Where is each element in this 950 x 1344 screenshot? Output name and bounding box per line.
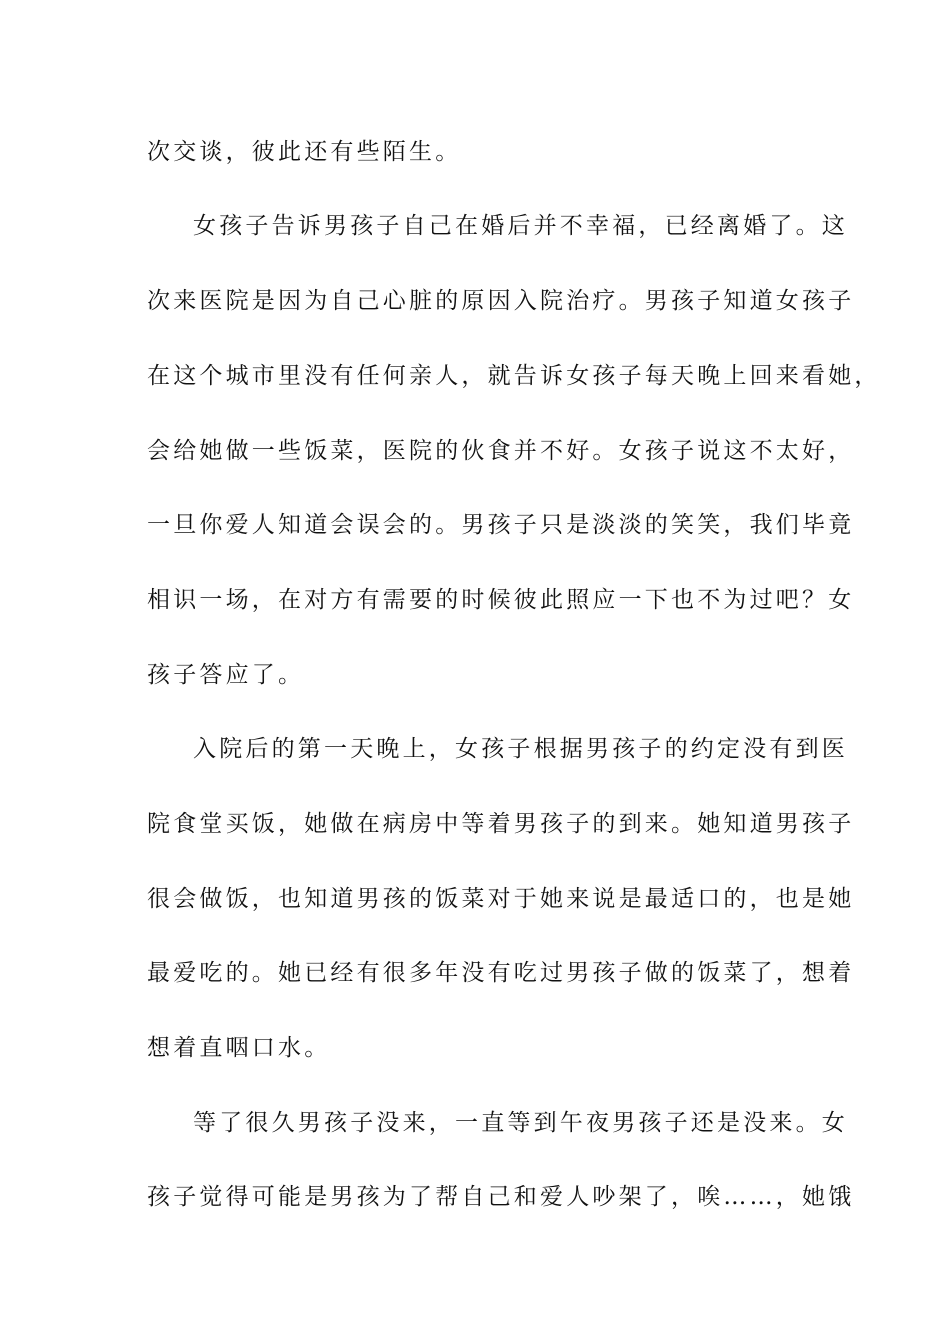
paragraph-start-1: 女孩子告诉男孩子自己在婚后并不幸福，已经离婚了。这 xyxy=(193,213,848,239)
text-line-6: 一旦你爱人知道会误会的。男孩子只是淡淡的笑笑，我们毕竟 xyxy=(147,512,855,538)
text-line-13: 想着直咽口水。 xyxy=(147,1035,331,1061)
text-line-3: 次来医院是因为自己心脏的原因入院治疗。男孩子知道女孩子 xyxy=(147,288,855,314)
paragraph-start-3: 等了很久男孩子没来，一直等到午夜男孩子还是没来。女 xyxy=(193,1110,848,1136)
text-line-12: 最爱吃的。她已经有很多年没有吃过男孩子做的饭菜了，想着 xyxy=(147,960,855,986)
text-line-15: 孩子觉得可能是男孩为了帮自己和爱人吵架了，唉……，她饿 xyxy=(147,1184,855,1210)
text-line-10: 院食堂买饭，她做在病房中等着男孩子的到来。她知道男孩子 xyxy=(147,811,855,837)
paragraph-start-2: 入院后的第一天晚上，女孩子根据男孩子的约定没有到医 xyxy=(193,736,848,762)
text-line-1: 次交谈，彼此还有些陌生。 xyxy=(147,139,462,165)
text-line-8: 孩子答应了。 xyxy=(147,662,305,688)
text-line-11: 很会做饭，也知道男孩的饭菜对于她来说是最适口的，也是她 xyxy=(147,886,855,912)
text-line-7: 相识一场，在对方有需要的时候彼此照应一下也不为过吧？女 xyxy=(147,587,855,613)
text-line-5: 会给她做一些饭菜，医院的伙食并不好。女孩子说这不太好， xyxy=(147,438,855,464)
text-line-4: 在这个城市里没有任何亲人，就告诉女孩子每天晚上回来看她， xyxy=(147,363,881,389)
